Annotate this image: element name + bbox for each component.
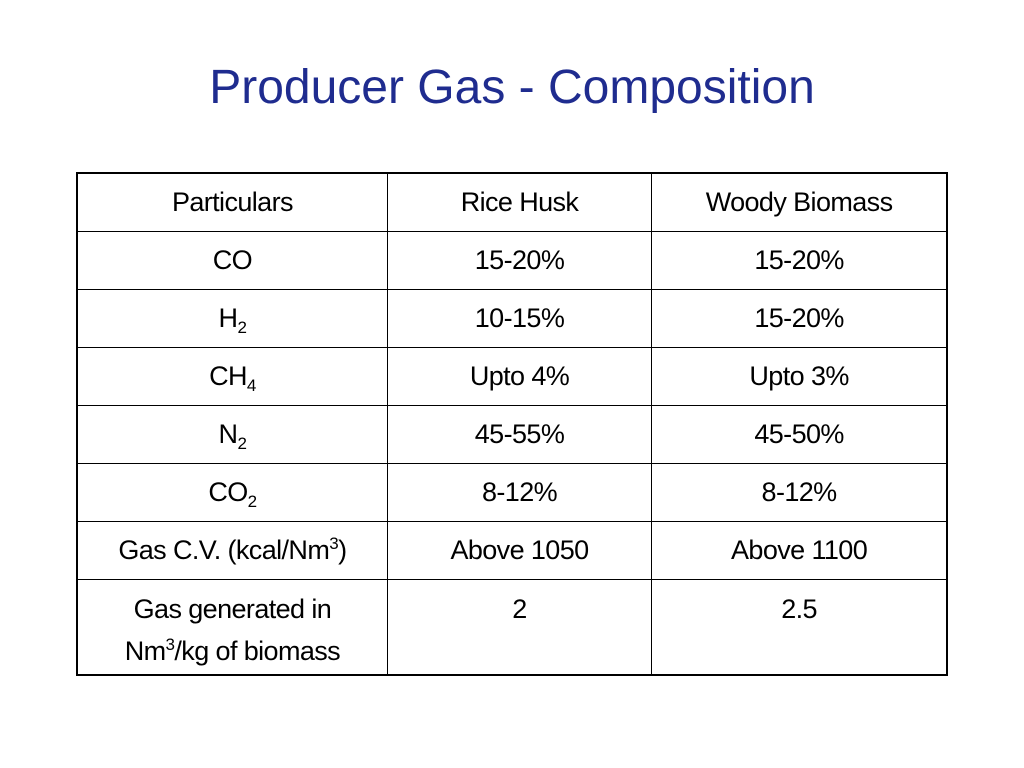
rice-husk-cell: 15-20%: [387, 232, 651, 290]
table-row: [77, 290, 947, 348]
rice-husk-cell: 10-15%: [387, 290, 651, 348]
woody-biomass-cell: 8-12%: [652, 464, 947, 522]
particular-label-line1: Gas generated in: [133, 594, 332, 624]
particular-formula: CH: [209, 361, 247, 391]
particular-cell: [77, 522, 387, 580]
formula-subscript: 4: [246, 376, 256, 395]
particular-cell: [77, 406, 387, 464]
particular-cell: [77, 580, 387, 676]
formula-subscript: 2: [237, 318, 247, 337]
slide-title: Producer Gas - Composition: [209, 61, 815, 114]
header-woody-biomass: Woody Biomass: [652, 173, 947, 232]
unit-superscript: 3: [329, 534, 339, 553]
particular-cell: [77, 232, 387, 290]
formula-subscript: 2: [247, 492, 257, 511]
particular-cell: [77, 290, 387, 348]
table-row: [77, 348, 947, 406]
unit-superscript: 3: [165, 635, 175, 654]
particular-label: Gas C.V. (kcal/Nm: [118, 535, 330, 565]
header-particulars: Particulars: [77, 173, 387, 232]
table-row: [77, 522, 947, 580]
table-header-row: [77, 173, 947, 232]
rice-husk-cell: Above 1050: [387, 522, 651, 580]
particular-formula: CO: [208, 477, 248, 507]
woody-biomass-cell: Above 1100: [652, 522, 947, 580]
particular-formula: H: [218, 303, 238, 333]
header-rice-husk: Rice Husk: [387, 173, 651, 232]
rice-husk-cell: 45-55%: [387, 406, 651, 464]
rice-husk-cell: 2: [387, 580, 651, 676]
formula-subscript: 2: [237, 434, 247, 453]
particular-label-tail: ): [338, 535, 347, 565]
rice-husk-cell: 8-12%: [387, 464, 651, 522]
particular-label: Nm: [124, 636, 166, 666]
particular-cell: [77, 464, 387, 522]
rice-husk-cell: Upto 4%: [387, 348, 651, 406]
woody-biomass-cell: Upto 3%: [652, 348, 947, 406]
table-row: [77, 464, 947, 522]
composition-table: [76, 172, 948, 676]
table-row: [77, 580, 947, 676]
particular-cell: [77, 348, 387, 406]
woody-biomass-cell: 15-20%: [652, 232, 947, 290]
woody-biomass-cell: 15-20%: [652, 290, 947, 348]
particular-label-tail: /kg of biomass: [174, 636, 341, 666]
woody-biomass-cell: 45-50%: [652, 406, 947, 464]
particular-formula: N: [218, 419, 238, 449]
woody-biomass-cell: 2.5: [652, 580, 947, 676]
particular-formula: CO: [212, 245, 253, 275]
table-row: [77, 232, 947, 290]
table-row: [77, 406, 947, 464]
